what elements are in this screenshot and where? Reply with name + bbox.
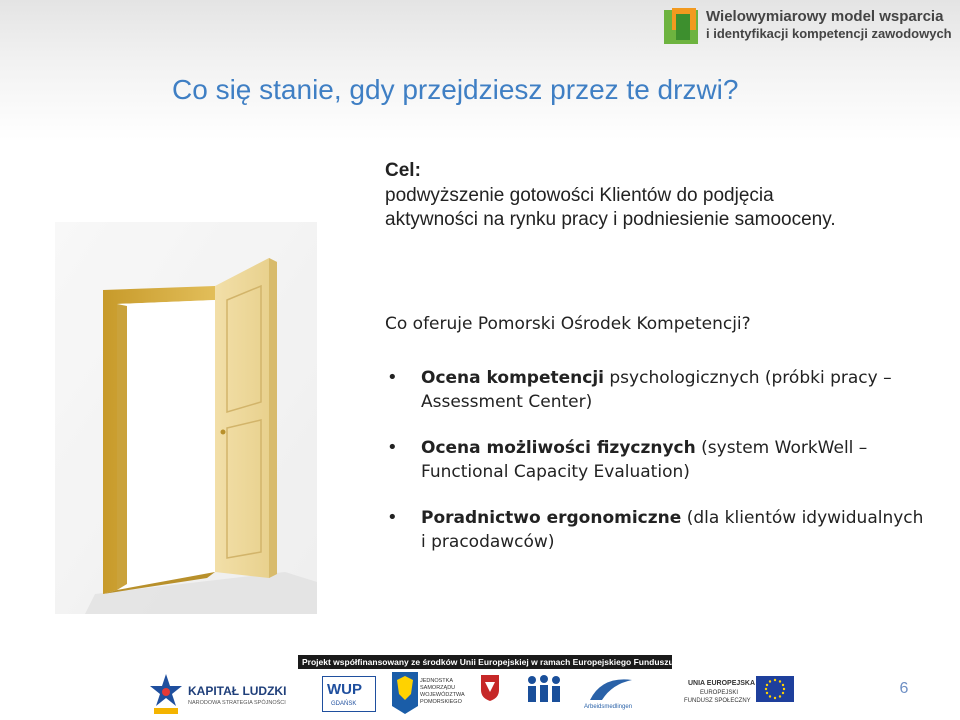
bullet-text: psychologicznych (próbki pracy – Assessment Center) (421, 368, 892, 412)
slide-title: Co się stanie, gdy przejdziesz przez te drzwi? (172, 74, 739, 105)
list-item (385, 436, 925, 484)
bullet-icon: • (387, 507, 398, 528)
wup-title: WUP (327, 681, 362, 698)
bullet-bold: Ocena kompetencji (421, 368, 604, 388)
ue-line-2: EUROPEJSKI (700, 690, 739, 696)
bullet-icon: • (387, 437, 398, 458)
offer-list (385, 366, 925, 576)
wup-logo (322, 676, 376, 712)
slide-number: 6 (899, 680, 909, 697)
shield-icon (480, 674, 500, 702)
bullet-icon: • (387, 367, 398, 388)
ue-line-1: UNIA EUROPEJSKA (688, 680, 756, 687)
project-brand (662, 4, 952, 48)
offer-heading: Co oferuje Pomorski Ośrodek Kompetencji? (385, 314, 751, 334)
ue-line-3: FUNDUSZ SPOŁECZNY (684, 698, 751, 704)
bullet-bold: Ocena możliwości fizycznych (421, 438, 696, 458)
list-item (385, 506, 925, 554)
arbeidsmedlingen-label: Arbeidsmedlingen (584, 704, 633, 710)
people-group-icon (524, 674, 564, 704)
goal-label: Cel: (385, 160, 421, 181)
arbeidsmedlingen-icon (588, 674, 634, 702)
kapital-ludzki-icon (148, 672, 184, 716)
footer-logos (0, 668, 960, 720)
jst-label: JEDNOSTKA SAMORZĄDU WOJEWÓDZTWA POMORSKIEGO (420, 678, 465, 705)
eu-flag-icon (756, 676, 794, 702)
pomorskie-emblem-icon (392, 672, 418, 714)
bullet-text: (dla klientów idywidualnych i pracodawców) (421, 508, 924, 552)
brand-line-2: i identyfikacji kompetencji zawodowych (706, 26, 952, 41)
open-door-image (55, 222, 317, 614)
kl-subtitle: NARODOWA STRATEGIA SPÓJNOŚCI (188, 700, 286, 706)
project-logo-icon (662, 6, 702, 46)
goal-text: podwyższenie gotowości Klientów do podjęcia aktywności na rynku pracy i podniesienie samooceny. (385, 185, 836, 230)
list-item (385, 366, 925, 414)
brand-line-1: Wielowymiarowy model wsparcia (706, 8, 944, 25)
funding-banner: Projekt współfinansowany ze środków Unii Europejskiej w ramach Europejskiego Funduszu Społecznego. (298, 655, 672, 669)
bullet-bold: Poradnictwo ergonomiczne (421, 508, 682, 528)
kapital-ludzki-logo (148, 670, 308, 718)
bullet-text: (system WorkWell – Functional Capacity Evaluation) (421, 438, 868, 482)
wup-subtitle: GDAŃSK (331, 701, 357, 707)
kl-title: KAPITAŁ LUDZKI (188, 684, 287, 698)
